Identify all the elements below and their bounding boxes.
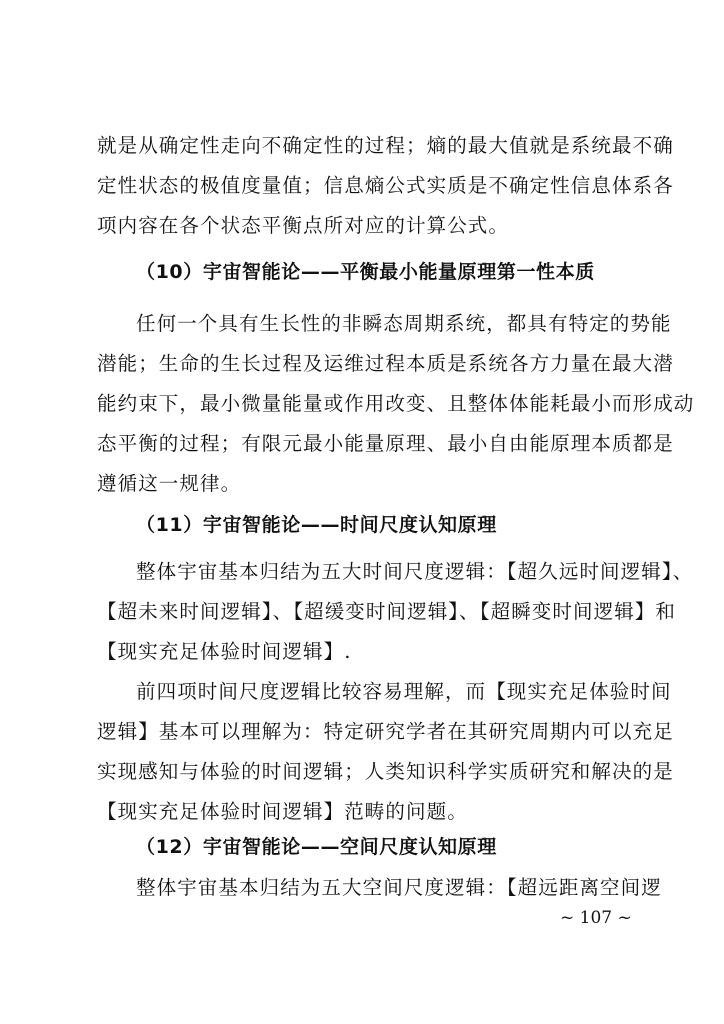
paragraph-line: 项内容在各个状态平衡点所对应的计算公式。	[97, 214, 510, 237]
paragraph-line: 【现实充足体验时间逻辑】范畴的问题。	[97, 800, 468, 823]
paragraph-line: 实现感知与体验的时间逻辑；人类知识科学实质研究和解决的是	[97, 760, 674, 783]
paragraph-line: 逻辑】基本可以理解为：特定研究学者在其研究周期内可以充足	[97, 720, 674, 743]
paragraph-line: 定性状态的极值度量值；信息熵公式实质是不确定性信息体系各	[97, 174, 674, 197]
paragraph-line: 【超未来时间逻辑】、【超缓变时间逻辑】、【超瞬变时间逻辑】和	[97, 600, 677, 623]
paragraph-line: 前四项时间尺度逻辑比较容易理解，而【现实充足体验时间	[136, 680, 672, 703]
paragraph-line: 遵循这一规律。	[97, 472, 242, 495]
paragraph-line: 就是从确定性走向不确定性的过程；熵的最大值就是系统最不确	[97, 134, 674, 157]
paragraph-line: 态平衡的过程；有限元最小能量原理、最小自由能原理本质都是	[97, 432, 674, 455]
paragraph-line: 潜能；生命的生长过程及运维过程本质是系统各方力量在最大潜	[97, 352, 674, 375]
paragraph-line: 能约束下，最小微量能量或作用改变、且整体体能耗最小而形成动	[97, 392, 695, 415]
paragraph-line: 整体宇宙基本归结为五大空间尺度逻辑：【超远距离空间逻	[136, 876, 662, 899]
paragraph-line: 【现实充足体验时间逻辑】.	[97, 640, 352, 663]
paragraph-line: 任何一个具有生长性的非瞬态周期系统，都具有特定的势能	[136, 312, 672, 335]
paragraph-line: 整体宇宙基本归结为五大时间尺度逻辑：【超久远时间逻辑】、	[136, 560, 694, 583]
section-heading: （11）宇宙智能论——时间尺度认知原理	[136, 514, 497, 536]
section-heading: （12）宇宙智能论——空间尺度认知原理	[136, 836, 497, 858]
section-heading: （10）宇宙智能论——平衡最小能量原理第一性本质	[136, 261, 595, 283]
page-number: ~ 107 ~	[560, 908, 632, 928]
